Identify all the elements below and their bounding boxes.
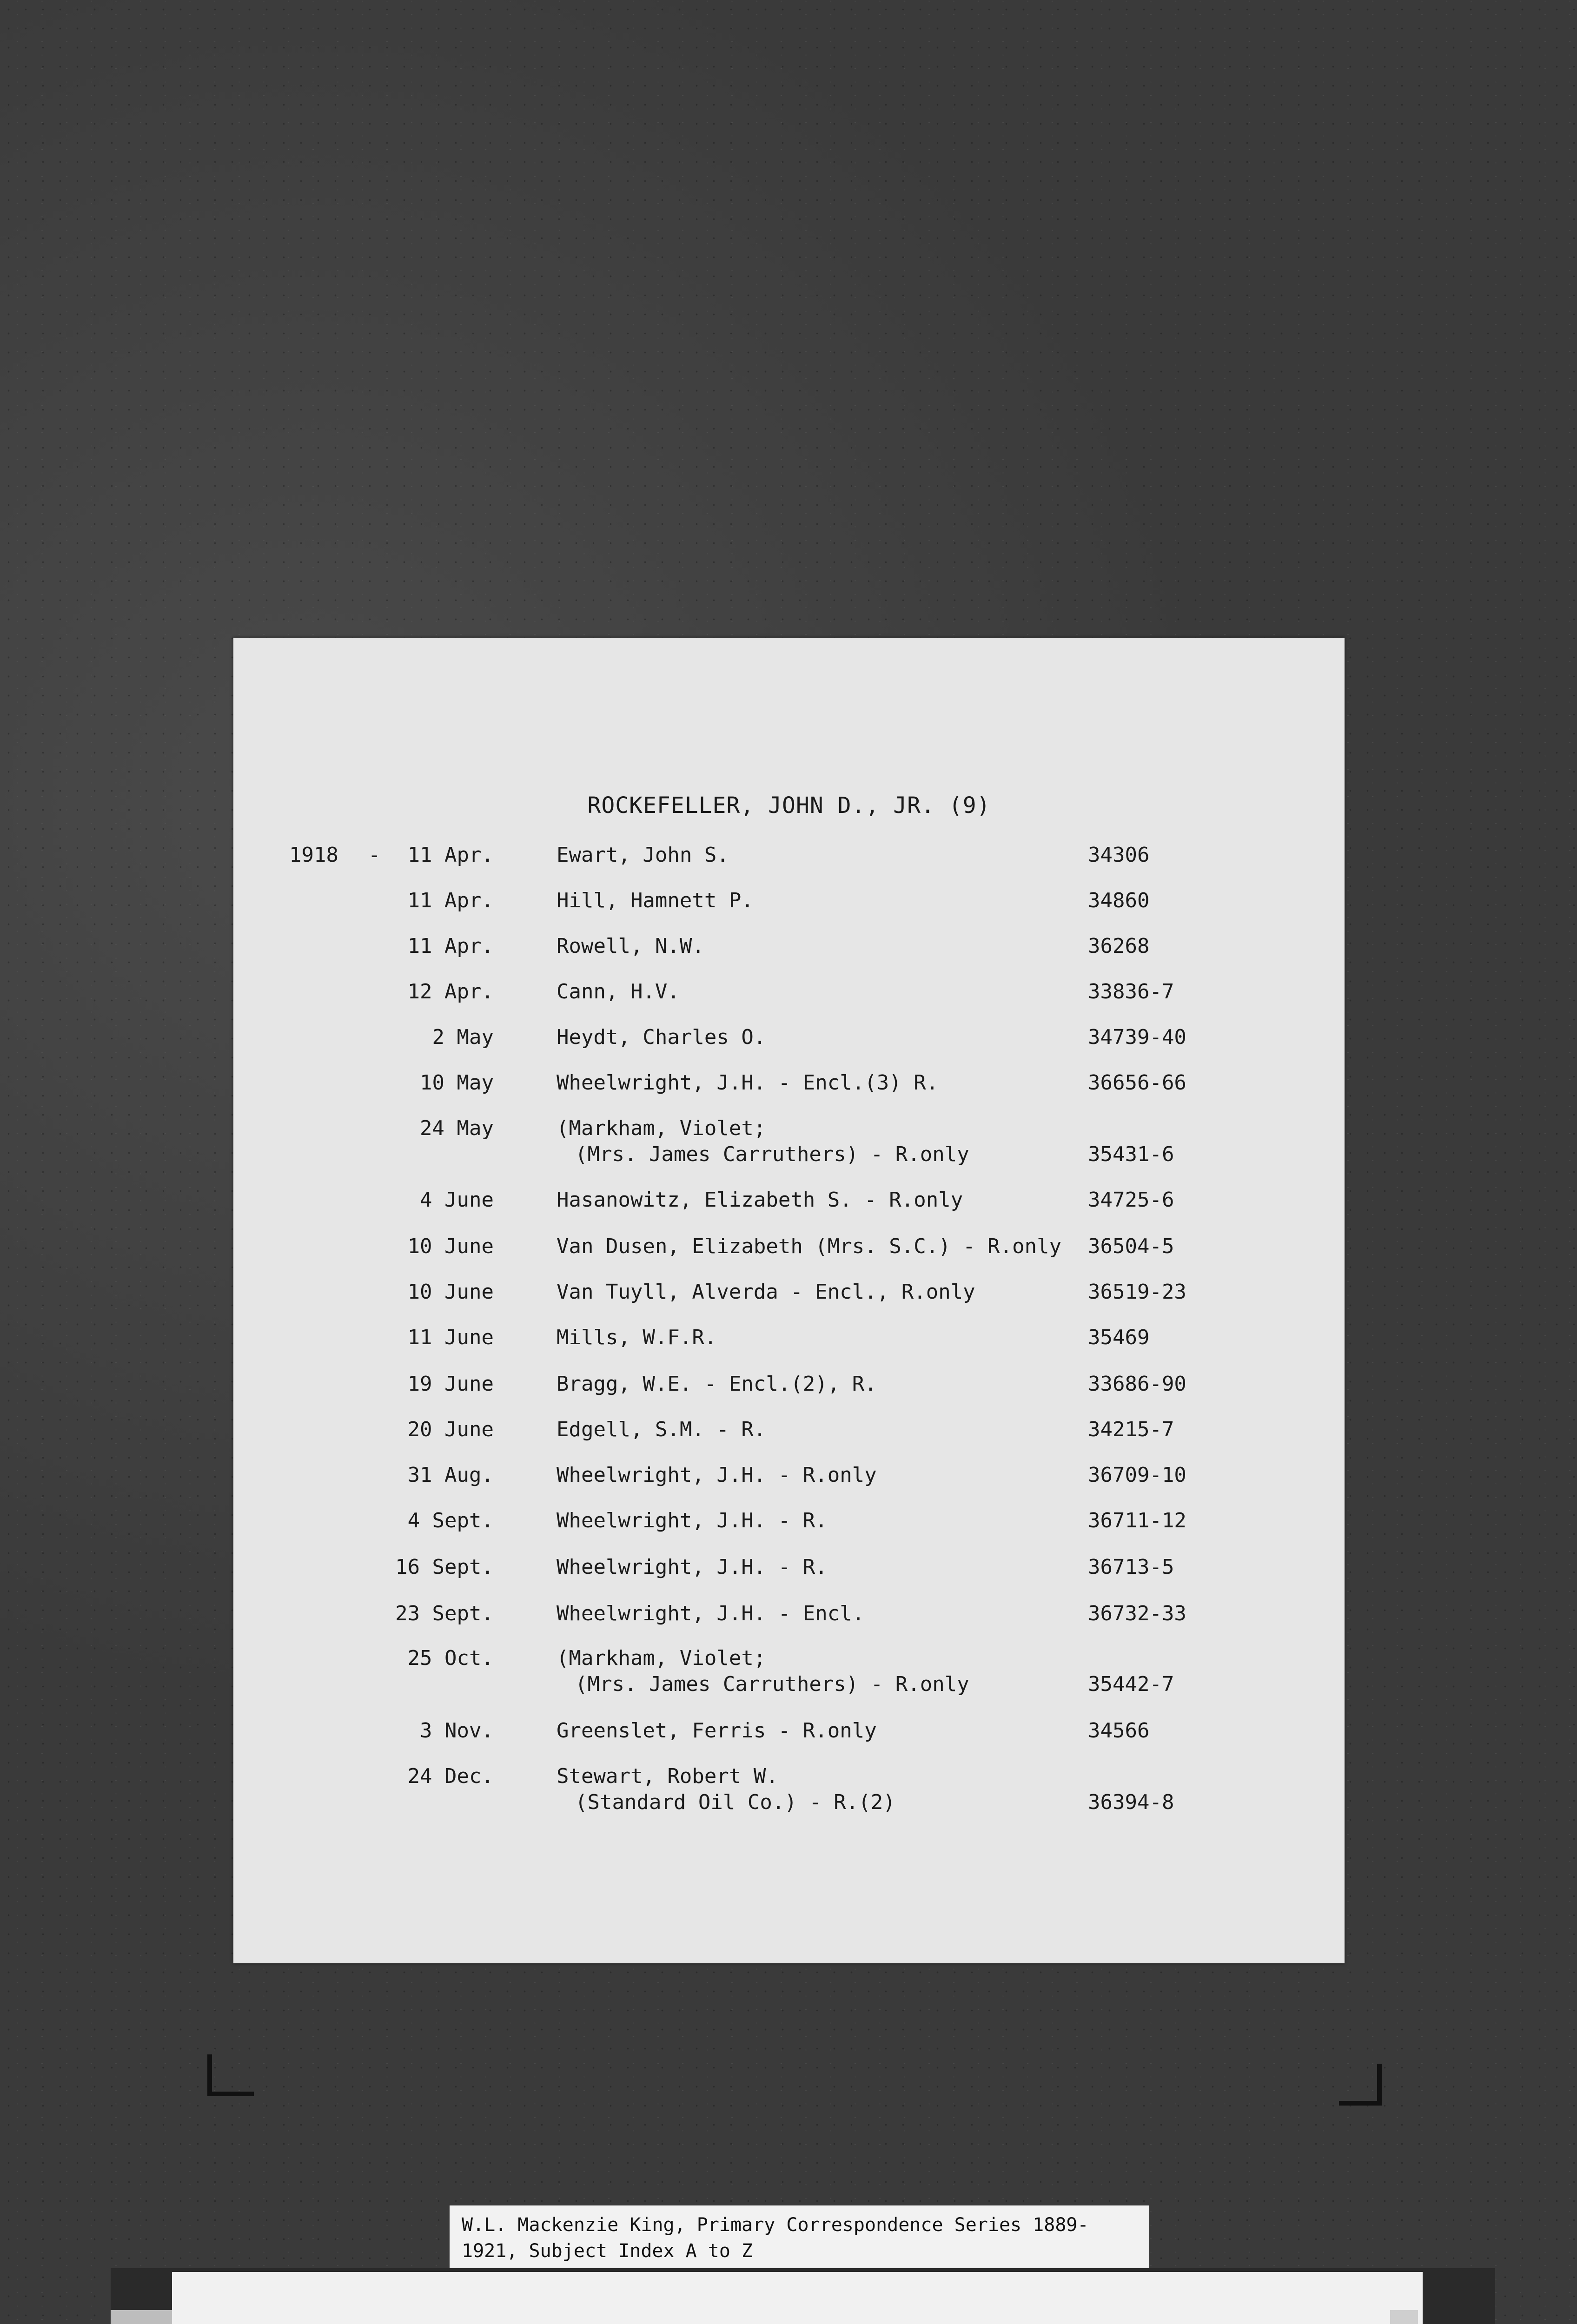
entry-ref: 36394-8 [1088, 1790, 1174, 1814]
entry-ref: 36656-66 [1088, 1071, 1186, 1095]
entry-date: 23 Sept. [395, 1602, 494, 1625]
entry-correspondent: Mills, W.F.R. [557, 1326, 717, 1349]
entry-date: 24 Dec. [407, 1764, 494, 1788]
entry-ref: 34306 [1088, 843, 1150, 867]
entry-ref: 36713-5 [1088, 1555, 1174, 1579]
entry-ref: 36732-33 [1088, 1602, 1186, 1625]
entry-correspondent: Greenslet, Ferris - R.only [557, 1719, 877, 1743]
entry-correspondent-line2: (Standard Oil Co.) - R.(2) [575, 1790, 895, 1814]
entry-correspondent-line2: (Mrs. James Carruthers) - R.only [575, 1672, 969, 1696]
entry-ref: 36268 [1088, 934, 1150, 958]
entry-date: 12 Apr. [407, 980, 494, 1004]
entry-date: 19 June [407, 1372, 494, 1396]
entry-correspondent: (Markham, Violet; [557, 1116, 766, 1140]
entry-correspondent: Van Tuyll, Alverda - Encl., R.only [557, 1280, 975, 1304]
entry-date: 16 Sept. [395, 1555, 494, 1579]
series-label [450, 2205, 1149, 2271]
crop-mark [1377, 2064, 1382, 2106]
entry-correspondent: Wheelwright, J.H. - R. [557, 1509, 828, 1532]
entry-correspondent: Ewart, John S. [557, 843, 729, 867]
index-card [233, 638, 1345, 1963]
entry-date: 4 June [420, 1188, 494, 1212]
entry-ref: 33836-7 [1088, 980, 1174, 1004]
entry-date: 11 Apr. [407, 889, 494, 912]
entry-date: 11 Apr. [407, 843, 494, 867]
entry-ref: 36519-23 [1088, 1280, 1186, 1304]
entry-correspondent: Wheelwright, J.H. - R.only [557, 1463, 877, 1487]
series-label-line1: W.L. Mackenzie King, Primary Correspondence Series 1889- [462, 2214, 1089, 2236]
entry-ref: 34566 [1088, 1719, 1150, 1743]
crop-mark [207, 2092, 254, 2096]
entry-correspondent: Rowell, N.W. [557, 934, 704, 958]
entry-year: 1918 [289, 843, 338, 867]
entry-correspondent: Wheelwright, J.H. - Encl. [557, 1602, 865, 1625]
entry-date: 3 Nov. [420, 1719, 494, 1743]
entry-ref: 35469 [1088, 1326, 1150, 1349]
entry-date: 4 Sept. [407, 1509, 494, 1532]
entry-correspondent: Edgell, S.M. - R. [557, 1418, 766, 1441]
entry-date: 10 May [420, 1071, 494, 1095]
entry-ref: 35431-6 [1088, 1142, 1174, 1166]
entry-correspondent: Cann, H.V. [557, 980, 680, 1004]
entry-date: 11 June [407, 1326, 494, 1349]
entry-ref: 33686-90 [1088, 1372, 1186, 1396]
entry-date: 31 Aug. [407, 1463, 494, 1487]
entry-date: 20 June [407, 1418, 494, 1441]
entry-ref: 34725-6 [1088, 1188, 1174, 1212]
plate-shadow-right [1390, 2310, 1418, 2324]
entry-date: 10 June [407, 1235, 494, 1258]
entry-ref: 34739-40 [1088, 1025, 1186, 1049]
entry-dash: - [368, 843, 381, 867]
series-label-line2: 1921, Subject Index A to Z [462, 2240, 753, 2262]
entry-correspondent: Bragg, W.E. - Encl.(2), R. [557, 1372, 877, 1396]
entry-date: 24 May [420, 1116, 494, 1140]
entry-date: 2 May [432, 1025, 494, 1049]
entry-date: 11 Apr. [407, 934, 494, 958]
entry-ref: 34215-7 [1088, 1418, 1174, 1441]
entry-ref: 35442-7 [1088, 1672, 1174, 1696]
entry-correspondent: Wheelwright, J.H. - R. [557, 1555, 828, 1579]
entry-ref: 36709-10 [1088, 1463, 1186, 1487]
entry-correspondent-line2: (Mrs. James Carruthers) - R.only [575, 1142, 969, 1166]
entry-correspondent: Wheelwright, J.H. - Encl.(3) R. [557, 1071, 939, 1095]
entry-ref: 34860 [1088, 889, 1150, 912]
entry-correspondent: Hasanowitz, Elizabeth S. - R.only [557, 1188, 963, 1212]
entry-ref: 36711-12 [1088, 1509, 1186, 1532]
entry-date: 10 June [407, 1280, 494, 1304]
entry-correspondent: Hill, Hamnett P. [557, 889, 754, 912]
archives-plate [172, 2272, 1423, 2324]
entry-correspondent: Van Dusen, Elizabeth (Mrs. S.C.) - R.only [557, 1235, 1062, 1258]
entry-correspondent: (Markham, Violet; [557, 1646, 766, 1670]
card-title: ROCKEFELLER, JOHN D., JR. (9) [587, 792, 991, 819]
entry-correspondent: Heydt, Charles O. [557, 1025, 766, 1049]
entry-ref: 36504-5 [1088, 1235, 1174, 1258]
entry-date: 25 Oct. [407, 1646, 494, 1670]
entry-correspondent: Stewart, Robert W. [557, 1764, 778, 1788]
crop-mark [207, 2054, 212, 2096]
crop-mark [1339, 2101, 1382, 2106]
